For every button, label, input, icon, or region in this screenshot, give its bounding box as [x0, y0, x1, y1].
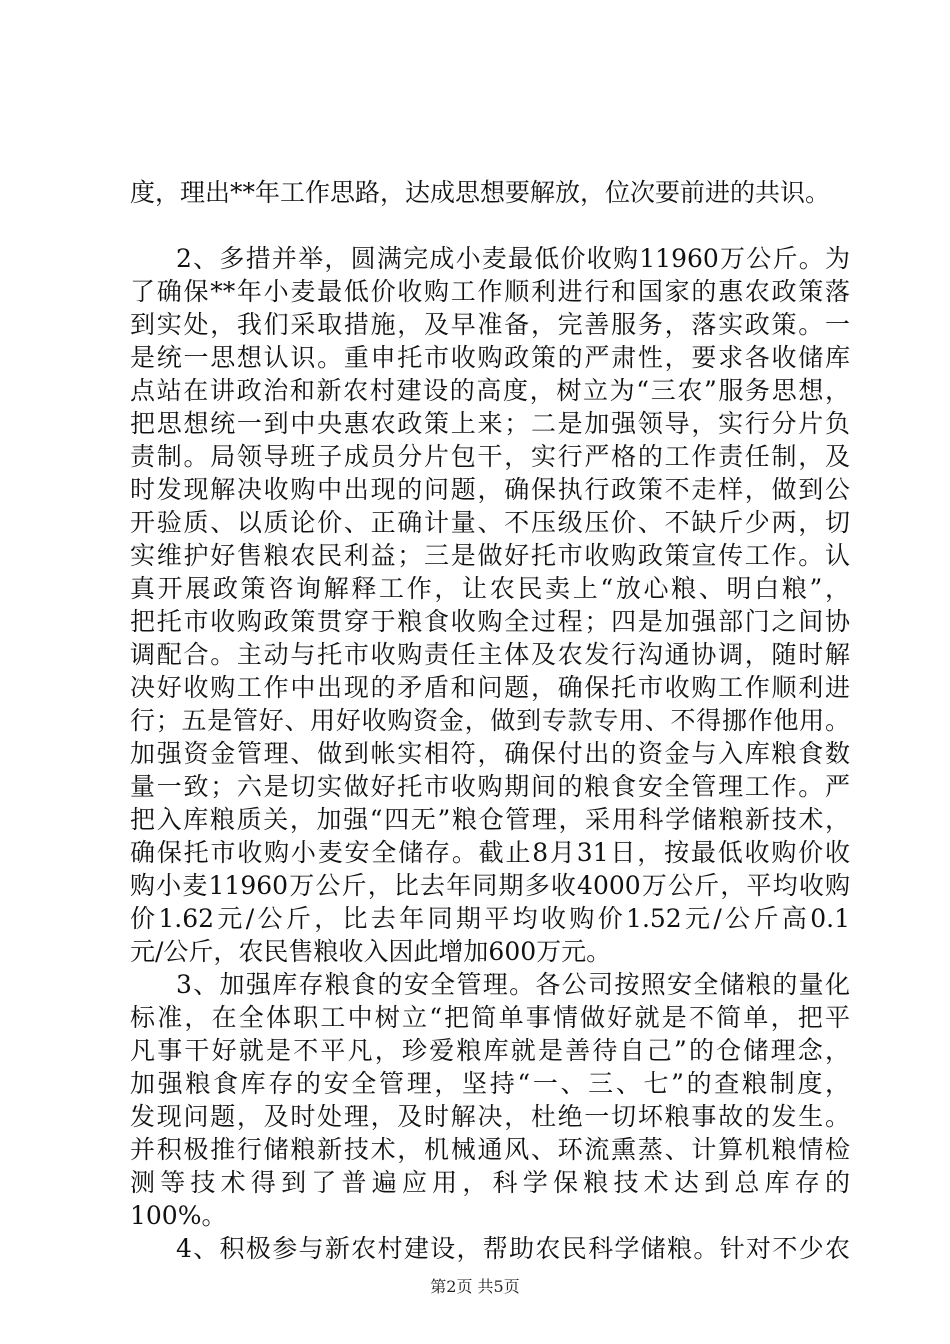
- body-line: 量一致；六是切实做好托市收购期间的粮食安全管理工作。严: [130, 772, 850, 801]
- body-line: 确保托市收购小麦安全储存。截止8月31日，按最低收购价收: [130, 838, 850, 867]
- body-line: 实维护好售粮农民利益；三是做好托市收购政策宣传工作。认: [130, 541, 850, 570]
- body-line: 把托市收购政策贯穿于粮食收购全过程；四是加强部门之间协: [130, 607, 850, 636]
- body-line: 100%。: [130, 1201, 227, 1230]
- body-line: 开验质、以质论价、正确计量、不压级压价、不缺斤少两，切: [130, 508, 850, 537]
- body-line: 到实处，我们采取措施，及早准备，完善服务，落实政策。一: [130, 310, 850, 339]
- body-line: 加强资金管理、做到帐实相符，确保付出的资金与入库粮食数: [130, 739, 850, 768]
- body-line: 调配合。主动与托市收购责任主体及农发行沟通协调，随时解: [130, 640, 850, 669]
- body-line: 决好收购工作中出现的矛盾和问题，确保托市收购工作顺利进: [130, 673, 850, 702]
- body-line: 把入库粮质关，加强“四无”粮仓管理，采用科学储粮新技术，: [130, 805, 850, 834]
- body-line: 元/公斤，农民售粮收入因此增加600万元。: [130, 937, 612, 966]
- body-line: 购小麦11960万公斤，比去年同期多收4000万公斤，平均收购: [130, 871, 850, 900]
- body-line: 点站在讲政治和新农村建设的高度，树立为“三农”服务思想，: [130, 376, 850, 405]
- body-line: 标准，在全体职工中树立“把简单事情做好就是不简单，把平: [130, 1003, 850, 1032]
- page-footer: 第2页 共5页: [430, 1277, 520, 1296]
- body-line: 测等技术得到了普遍应用，科学保粮技术达到总库存的: [130, 1168, 850, 1197]
- body-line: 责制。局领导班子成员分片包干，实行严格的工作责任制，及: [130, 442, 850, 471]
- body-line: 是统一思想认识。重申托市收购政策的严肃性，要求各收储库: [130, 343, 850, 372]
- body-line: 发现问题，及时处理，及时解决，杜绝一切坏粮事故的发生。: [130, 1102, 850, 1131]
- body-line: 价1.62元/公斤，比去年同期平均收购价1.52元/公斤高0.1: [130, 904, 850, 933]
- body-line: 把思想统一到中央惠农政策上来；二是加强领导，实行分片负: [130, 409, 850, 438]
- body-line: 加强粮食库存的安全管理，坚持“一、三、七”的查粮制度，: [130, 1069, 850, 1098]
- body-line: 行；五是管好、用好收购资金，做到专款专用、不得挪作他用。: [130, 706, 850, 735]
- body-line: 凡事干好就是不平凡，珍爱粮库就是善待自己”的仓储理念，: [130, 1036, 850, 1065]
- body-line: 了确保**年小麦最低价收购工作顺利进行和国家的惠农政策落: [130, 277, 850, 306]
- body-line: 时发现解决收购中出现的问题，确保执行政策不走样，做到公: [130, 475, 850, 504]
- body-line: 4、积极参与新农村建设，帮助农民科学储粮。针对不少农: [176, 1234, 850, 1263]
- body-line: 真开展政策咨询解释工作，让农民卖上“放心粮、明白粮”，: [130, 574, 850, 603]
- body-line: 2、多措并举，圆满完成小麦最低价收购11960万公斤。为: [176, 244, 850, 273]
- body-line: 度，理出**年工作思路，达成思想要解放，位次要前进的共识。: [130, 178, 831, 207]
- body-line: 并积极推行储粮新技术，机械通风、环流熏蒸、计算机粮情检: [130, 1135, 850, 1164]
- body-line: 3、加强库存粮食的安全管理。各公司按照安全储粮的量化: [176, 970, 850, 999]
